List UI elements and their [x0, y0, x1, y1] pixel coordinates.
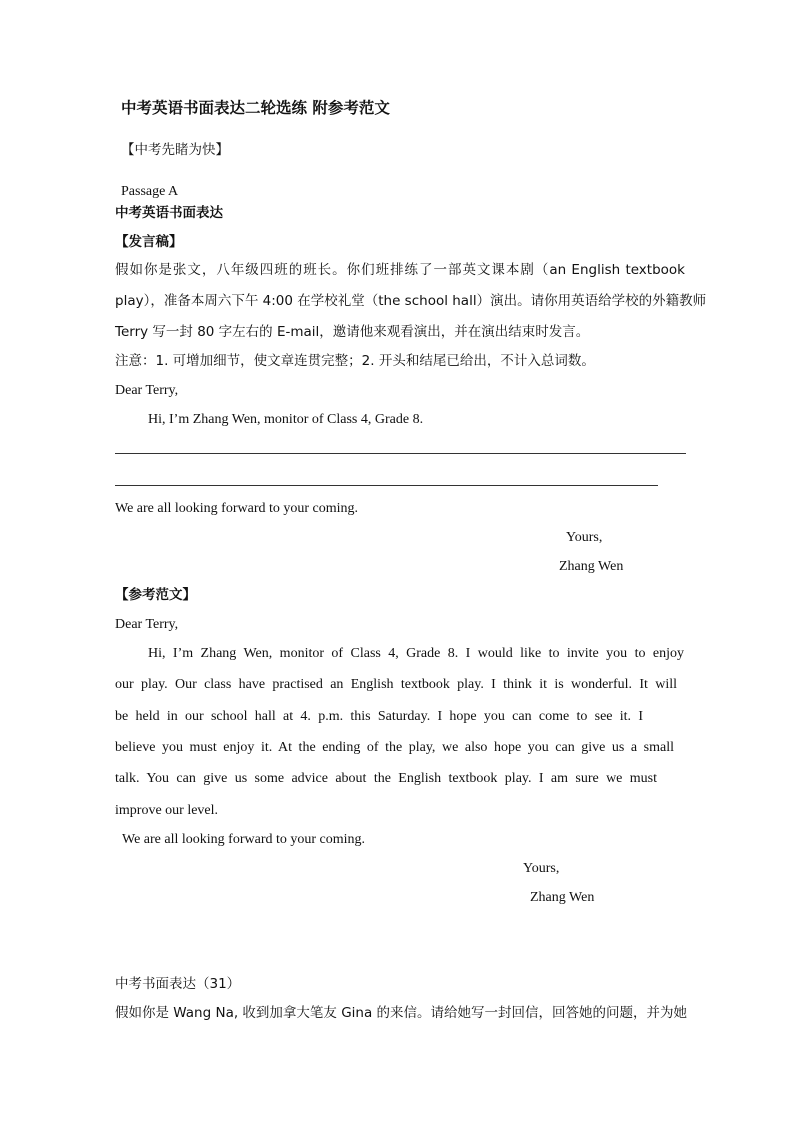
prompt-line-2: play），准备本周六下午 4:00 在学校礼堂（the school hall）演出。请你用英语给学校的外籍教师 [115, 293, 707, 309]
passage-label: Passage A [121, 184, 179, 199]
tag-line: 【中考先睹为快】 [121, 142, 229, 158]
sample-body-line-4: believe you must enjoy it. At the ending of the play, we also hope you can give us a small [115, 740, 674, 755]
sample-label: 【参考范文】 [115, 587, 196, 603]
answer-line-1 [115, 453, 686, 454]
letter-closing: We are all looking forward to your coming. [115, 501, 359, 516]
sample-body-line-3: be held in our school hall at 4. p.m. this Saturday. I hope you can come to see it. I [115, 709, 643, 724]
document-title: 中考英语书面表达二轮选练 附参考范文 [121, 99, 390, 117]
section-b-prompt: 假如你是 Wang Na, 收到加拿大笔友 Gina 的来信。请给她写一封回信，回答她的问题，并为她 [115, 1005, 688, 1021]
sample-body-line-5: talk. You can give us some advice about the English textbook play. I am sure we must [115, 771, 657, 786]
section-b-heading: 中考书面表达（31） [115, 976, 241, 992]
sample-body-line-6: improve our level. [115, 803, 219, 818]
letter-greeting: Dear Terry, [115, 383, 179, 398]
prompt-line-1: 假如你是张文，八年级四班的班长。你们班排练了一部英文课本剧（an English textbook [115, 262, 685, 278]
sample-body-line-2: our play. Our class have practised an English textbook play. I think it is wonderful. It will [115, 677, 677, 692]
sample-signature: Zhang Wen [530, 890, 595, 905]
prompt-line-3: Terry 写一封 80 字左右的 E-mail，邀请他来观看演出，并在演出结束时发言。 [115, 324, 590, 340]
section-a-type-label: 【发言稿】 [115, 234, 183, 250]
sample-signoff: Yours, [523, 861, 560, 876]
letter-signoff: Yours, [566, 530, 603, 545]
sample-closing: We are all looking forward to your coming. [122, 832, 366, 847]
sample-greeting: Dear Terry, [115, 617, 179, 632]
prompt-note: 注意：1. 可增加细节，使文章连贯完整；2. 开头和结尾已给出，不计入总词数。 [115, 353, 595, 369]
letter-signature: Zhang Wen [559, 559, 624, 574]
section-a-heading: 中考英语书面表达 [115, 205, 223, 221]
letter-opening: Hi, I’m Zhang Wen, monitor of Class 4, Grade 8. [148, 412, 424, 427]
sample-body-line-1: Hi, I’m Zhang Wen, monitor of Class 4, Grade 8. I would like to invite you to enjoy [148, 646, 684, 661]
answer-line-2 [115, 485, 658, 486]
